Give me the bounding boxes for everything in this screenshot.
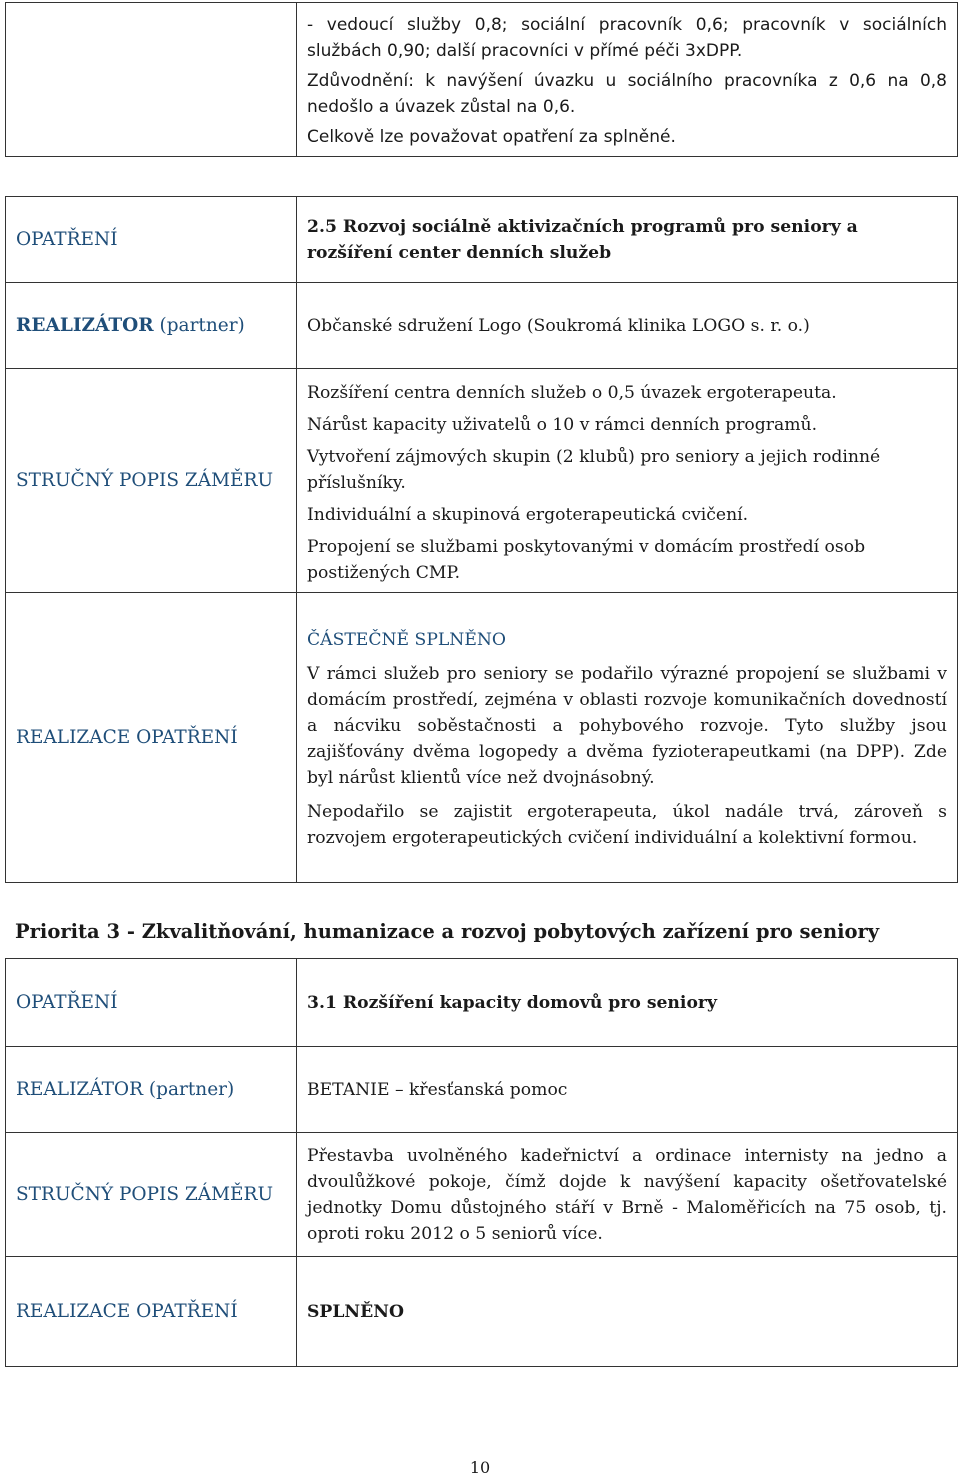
realizace-status: ČÁSTEČNĚ SPLNĚNO xyxy=(307,629,507,650)
realizace-paragraph-1: V rámci služeb pro seniory se podařilo výrazné propojení se službami v domácím prostředí, zejména v oblasti rozvoje komunikačních dovedností a nácviku soběstačnosti a pohybového rozvoje. Tyto služby jsou zajišťovány dvěma logopedy a dvěma fyzioterapeutkami (na DPP). Zde byl nárůst klientů více než dvojnásobný. xyxy=(307,663,947,788)
row-realizace xyxy=(6,593,958,883)
popis-item-5: Propojení se službami poskytovanými v domácím prostředí osob postižených CMP. xyxy=(307,536,866,583)
priority-heading: Priorita 3 - Zkvalitňování, humanizace a rozvoj pobytových zařízení pro seniory xyxy=(15,920,880,943)
realizace-cell xyxy=(297,593,958,883)
popis-label-3-1: STRUČNÝ POPIS ZÁMĚRU xyxy=(6,1133,297,1257)
realizator-value-3-1: BETANIE – křesťanská pomoc xyxy=(297,1047,958,1133)
realizace-paragraph-2: Nepodařilo se zajistit ergoterapeuta, úkol nadále trvá, zároveň s rozvojem ergoterapeutických cvičení individuální a kolektivní formou. xyxy=(307,801,947,848)
popis-item-1: Rozšíření centra denních služeb o 0,5 úvazek ergoterapeuta. xyxy=(307,382,837,403)
popis-item-2: Nárůst kapacity uživatelů o 10 v rámci denních programů. xyxy=(307,414,818,435)
continuation-line-2: Zdůvodnění: k navýšení úvazku u sociálního pracovníka z 0,6 na 0,8 nedošlo a úvazek zůstal na 0,6. xyxy=(307,70,947,117)
continuation-cell xyxy=(297,3,958,157)
realizator-label-cell-3-1 xyxy=(6,1047,297,1133)
page-number: 10 xyxy=(469,1458,491,1477)
opatreni-value-3-1: 3.1 Rozšíření kapacity domovů pro seniory xyxy=(297,959,958,1047)
realizator-label-cell xyxy=(6,283,297,369)
continuation-line-1: - vedoucí služby 0,8; sociální pracovník 0,6; pracovník v sociálních službách 0,90; další pracovníci v přímé péči 3xDPP. xyxy=(307,14,947,61)
popis-cell xyxy=(297,369,958,593)
realizator-suffix: (partner) xyxy=(153,315,245,336)
realizace-label-3-1: REALIZACE OPATŘENÍ xyxy=(6,1257,297,1367)
row-realizator-3-1 xyxy=(6,1047,958,1133)
realizator-value: Občanské sdružení Logo (Soukromá klinika LOGO s. r. o.) xyxy=(297,283,958,369)
continuation-table xyxy=(5,2,958,157)
realizace-label: REALIZACE OPATŘENÍ xyxy=(6,593,297,883)
row-opatreni-3-1 xyxy=(6,959,958,1047)
row-popis xyxy=(6,369,958,593)
realizator-suffix-3-1: (partner) xyxy=(143,1079,235,1100)
popis-item-4: Individuální a skupinová ergoterapeutická cvičení. xyxy=(307,504,749,525)
row-opatreni xyxy=(6,197,958,283)
row-realizator xyxy=(6,283,958,369)
popis-item-3: Vytvoření zájmových skupin (2 klubů) pro seniory a jejich rodinné příslušníky. xyxy=(307,446,881,493)
measure-2-5-table xyxy=(5,196,958,883)
opatreni-label: OPATŘENÍ xyxy=(6,197,297,283)
popis-label: STRUČNÝ POPIS ZÁMĚRU xyxy=(6,369,297,593)
opatreni-value: 2.5 Rozvoj sociálně aktivizačních programů pro seniory a rozšíření center denních služeb xyxy=(297,197,958,283)
realizace-value-3-1: SPLNĚNO xyxy=(297,1257,958,1367)
continuation-empty-cell xyxy=(6,3,297,157)
realizator-label-3-1: REALIZÁTOR xyxy=(16,1079,144,1100)
realizator-label: REALIZÁTOR xyxy=(16,315,154,336)
measure-3-1-table xyxy=(5,958,958,1367)
popis-text-3-1: Přestavba uvolněného kadeřnictví a ordinace internisty na jedno a dvoulůžkové pokoje, čímž dojde k navýšení kapacity ošetřovatelské jednotky Domu důstojného stáří v Brně - Maloměřicích na 75 osob, tj. oproti roku 2012 o 5 seniorů více. xyxy=(297,1133,958,1257)
continuation-line-3: Celkově lze považovat opatření za splněné. xyxy=(307,126,676,147)
row-realizace-3-1 xyxy=(6,1257,958,1367)
row-popis-3-1 xyxy=(6,1133,958,1257)
opatreni-label-3-1: OPATŘENÍ xyxy=(6,959,297,1047)
